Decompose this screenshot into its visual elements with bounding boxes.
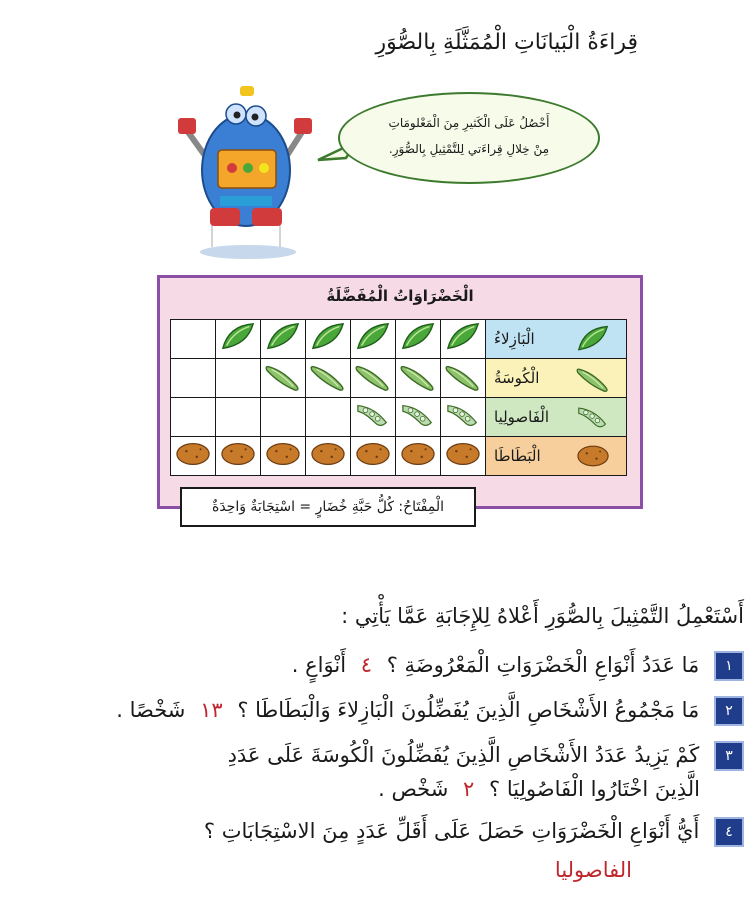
question-text: كَمْ يَزِيدُ عَدَدُ الأَشْخَاصِ الَّذِينَ يُفَضِّلُونَ الْكُوسَةَ عَلَى عَدَدِ bbox=[227, 743, 700, 767]
pictograph-cell bbox=[441, 398, 486, 437]
question-2 bbox=[24, 693, 744, 727]
zucchini-icon bbox=[399, 359, 437, 393]
pictograph-cell bbox=[396, 398, 441, 437]
question-number: ٢ bbox=[714, 696, 744, 726]
potato-icon bbox=[264, 437, 302, 471]
pictograph-cell bbox=[261, 359, 306, 398]
robot-mascot-icon bbox=[170, 82, 320, 262]
pictograph-cell bbox=[216, 398, 261, 437]
pictograph-key: الْمِفْتَاحُ: كُلُّ حَبَّةِ خُضَارٍ = اسْتِجَابَةٌ وَاحِدَةٌ bbox=[180, 487, 476, 527]
speech-line-1: أَحْصُلُ عَلَى الْكَثيرِ مِنَ الْمَعْلومَاتِ bbox=[388, 116, 550, 130]
pictograph-cell bbox=[216, 320, 261, 359]
pictograph-cell bbox=[306, 320, 351, 359]
question-answer: ٤ bbox=[360, 653, 372, 677]
question-suffix: شَخْص . bbox=[378, 777, 449, 801]
green-bean-icon bbox=[444, 398, 482, 432]
question-suffix: أَنْوَاعٍ . bbox=[291, 653, 347, 677]
pea-pod-icon bbox=[568, 323, 618, 355]
potato-icon bbox=[219, 437, 257, 471]
pictograph-row-label bbox=[486, 359, 627, 398]
question-suffix: شَخْصًا . bbox=[116, 698, 186, 722]
pictograph-cell bbox=[261, 320, 306, 359]
potato-icon bbox=[399, 437, 437, 471]
pictograph-cell bbox=[261, 437, 306, 476]
question-text: مَا مَجْمُوعُ الأَشْخَاصِ الَّذِينَ يُفَضِّلُونَ الْبَازِلاءَ وَالْبَطَاطَا ؟ bbox=[237, 698, 700, 722]
question-1 bbox=[24, 648, 744, 682]
zucchini-icon bbox=[444, 359, 482, 393]
pea-pod-icon bbox=[309, 320, 347, 354]
pictograph-cell bbox=[216, 437, 261, 476]
question-answer: ١٣ bbox=[200, 698, 223, 722]
speech-bubble bbox=[338, 92, 600, 184]
pictograph-row bbox=[171, 398, 627, 437]
pictograph-cell bbox=[216, 359, 261, 398]
page-title: قِراءَةُ الْبَيانَاتِ الْمُمَثَّلَةِ بِالصُّوَرِ bbox=[375, 30, 638, 55]
pictograph-cell bbox=[306, 437, 351, 476]
pea-pod-icon bbox=[399, 320, 437, 354]
question-text-cont: الَّذِينَ اخْتَارُوا الْفَاصُولِيَا ؟ bbox=[489, 777, 700, 801]
pictograph-cell bbox=[351, 437, 396, 476]
zucchini-icon bbox=[264, 359, 302, 393]
zucchini-icon bbox=[354, 359, 392, 393]
speech-line-2: مِنْ خِلالِ قِراءَتي لِلتَّمْثِيلِ بِالصُّوَرِ. bbox=[388, 142, 550, 156]
question-number: ٤ bbox=[714, 817, 744, 847]
pictograph-row-label bbox=[486, 398, 627, 437]
green-bean-icon bbox=[354, 398, 392, 432]
pictograph-cell bbox=[396, 359, 441, 398]
pictograph-row bbox=[171, 437, 627, 476]
zucchini-icon bbox=[309, 359, 347, 393]
question-3 bbox=[24, 738, 744, 806]
green-bean-icon bbox=[568, 401, 618, 433]
pictograph-cell bbox=[306, 398, 351, 437]
potato-icon bbox=[444, 437, 482, 471]
row-label-text: الْبَطَاطَا bbox=[494, 447, 541, 465]
pictograph-cell bbox=[441, 320, 486, 359]
question-4-answer: الفاصوليا bbox=[554, 858, 632, 882]
pea-pod-icon bbox=[444, 320, 482, 354]
pictograph-cell bbox=[441, 359, 486, 398]
pictograph-cell bbox=[171, 359, 216, 398]
potato-icon bbox=[568, 440, 618, 472]
pictograph-row bbox=[171, 320, 627, 359]
row-label-text: الْبَازِلاءُ bbox=[494, 330, 535, 348]
row-label-text: الْفَاصولِيا bbox=[494, 408, 550, 426]
pictograph-row-label bbox=[486, 320, 627, 359]
row-label-text: الْكُوسَةُ bbox=[494, 369, 540, 387]
pictograph-row-label bbox=[486, 437, 627, 476]
potato-icon bbox=[174, 437, 212, 471]
question-number: ١ bbox=[714, 651, 744, 681]
questions-intro: أَسْتَعْمِلُ التَّمْثِيلَ بِالصُّوَرِ أَعْلاهُ لِلإِجَابَةِ عَمَّا يَأْتِي : bbox=[341, 604, 744, 628]
potato-icon bbox=[354, 437, 392, 471]
question-text: أَيُّ أَنْوَاعِ الْخَضْرَوَاتِ حَصَلَ عَلَى أَقَلِّ عَدَدٍ مِنَ الاسْتِجَابَاتِ ؟ bbox=[203, 819, 700, 843]
pea-pod-icon bbox=[219, 320, 257, 354]
green-bean-icon bbox=[399, 398, 437, 432]
pictograph-title: الْخَضْرَاوَاتُ الْمُفَضَّلَةُ bbox=[326, 287, 474, 305]
pea-pod-icon bbox=[264, 320, 302, 354]
pictograph-cell bbox=[351, 320, 396, 359]
pictograph-cell bbox=[396, 437, 441, 476]
question-number: ٣ bbox=[714, 741, 744, 771]
pictograph-cell bbox=[261, 398, 306, 437]
question-text: مَا عَدَدُ أَنْوَاعِ الْخَضْرَوَاتِ الْمَعْرُوضَةِ ؟ bbox=[386, 653, 700, 677]
pea-pod-icon bbox=[354, 320, 392, 354]
question-4 bbox=[24, 814, 744, 848]
zucchini-icon bbox=[568, 362, 618, 394]
pictograph-grid bbox=[170, 319, 627, 476]
potato-icon bbox=[309, 437, 347, 471]
pictograph-cell bbox=[171, 437, 216, 476]
pictograph-cell bbox=[351, 359, 396, 398]
pictograph-cell bbox=[171, 398, 216, 437]
question-answer: ٢ bbox=[463, 777, 475, 801]
pictograph-cell bbox=[396, 320, 441, 359]
pictograph-cell bbox=[306, 359, 351, 398]
pictograph-cell bbox=[351, 398, 396, 437]
pictograph-cell bbox=[441, 437, 486, 476]
pictograph-row bbox=[171, 359, 627, 398]
pictograph-cell bbox=[171, 320, 216, 359]
